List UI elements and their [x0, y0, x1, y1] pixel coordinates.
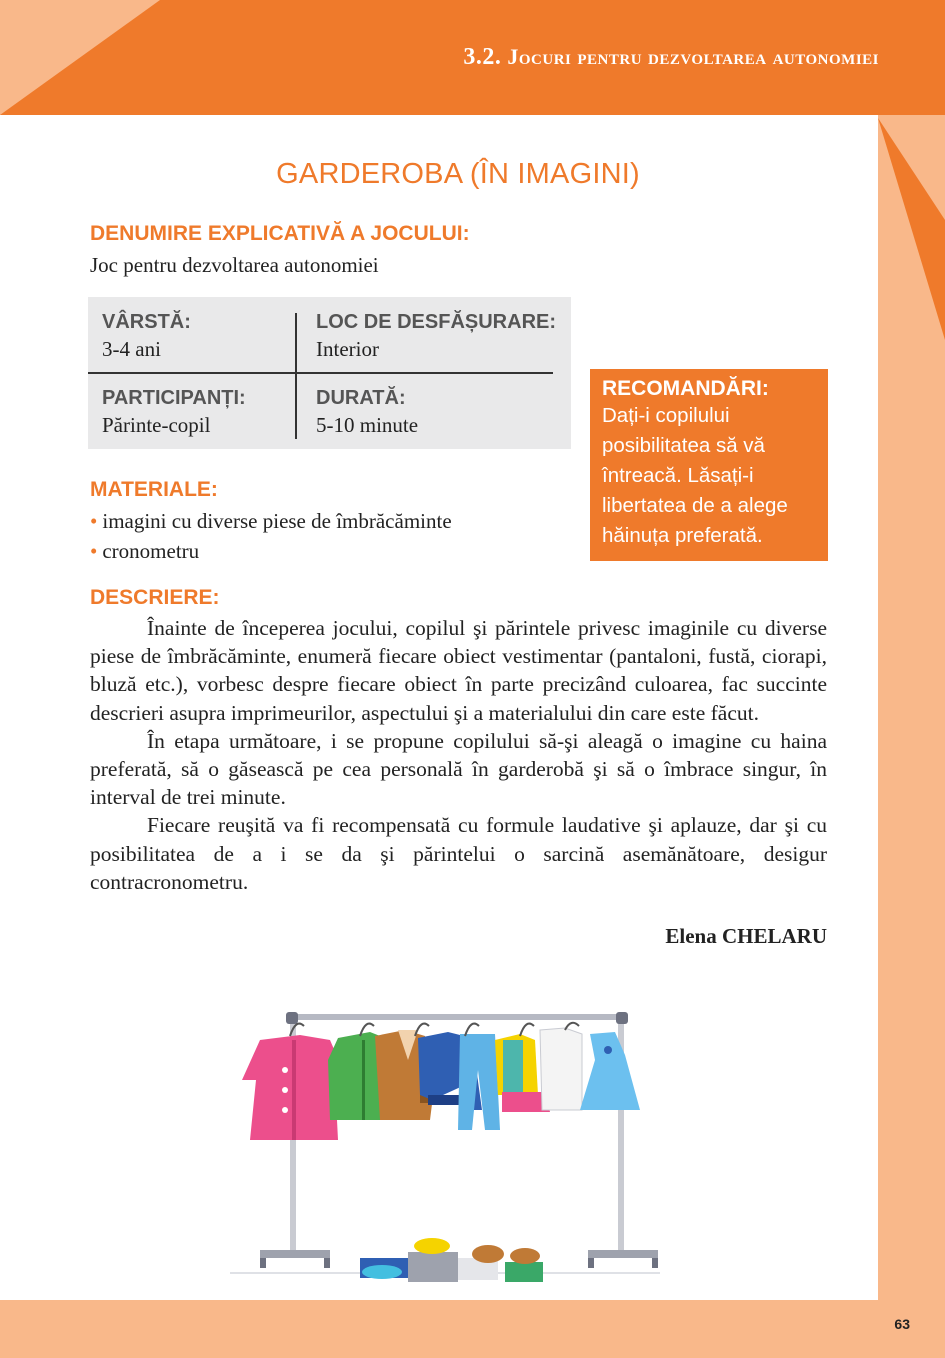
- clothes-rack-icon: [220, 1000, 660, 1300]
- participants-cell: [102, 387, 246, 438]
- recommendations-box: [590, 369, 828, 561]
- materials-list: [90, 506, 452, 566]
- description-paragraph: Fiecare reuşită va fi recompensată cu formule laudative şi aplauze, dar şi cu posibilitatea de a i se da şi părintelui o sarcină asemănătoare, desigur contracronometru.: [90, 813, 827, 894]
- description-heading: DESCRIERE:: [90, 586, 220, 609]
- page-title: GARDEROBA (ÎN IMAGINI): [276, 158, 640, 190]
- location-value: Interior: [316, 337, 379, 361]
- explanatory-name-heading: DENUMIRE EXPLICATIVĂ A JOCULUI:: [90, 222, 470, 245]
- page-number: 63: [894, 1316, 910, 1332]
- author: Elena CHELARU: [665, 924, 827, 948]
- section-title: Jocuri pentru dezvoltarea autonomiei: [507, 44, 879, 69]
- recommendations-title: RECOMANDĂRI:: [602, 377, 769, 400]
- bullet-icon: •: [90, 509, 98, 533]
- list-item: • imagini cu diverse piese de îmbrăcăminte: [90, 509, 452, 533]
- age-cell: [102, 311, 191, 362]
- location-label: LOC DE DESFĂȘURARE:: [316, 311, 557, 333]
- duration-value: 5-10 minute: [316, 413, 419, 437]
- description-paragraph: În etapa următoare, i se propune copilului să-şi aleagă o imagine cu haina preferată, să o găsească pe cea personală în garderobă şi să o îmbrace singur, în interval de trei minute.: [90, 728, 827, 810]
- duration-cell: [316, 387, 418, 438]
- age-label: VÂRSTĂ:: [102, 311, 191, 333]
- table-divider-vertical: [295, 313, 297, 439]
- description-body: [90, 614, 827, 896]
- info-table: [88, 297, 571, 449]
- section-number: 3.2.: [463, 44, 502, 70]
- age-value: 3-4 ani: [102, 337, 161, 361]
- materials-heading: MATERIALE:: [90, 478, 218, 501]
- participants-label: PARTICIPANȚI:: [102, 387, 246, 409]
- table-divider-horizontal: [88, 372, 553, 374]
- location-cell: [316, 311, 556, 362]
- explanatory-name-value: Joc pentru dezvoltarea autonomiei: [90, 253, 379, 277]
- participants-value: Părinte-copil: [102, 413, 211, 437]
- duration-label: DURATĂ:: [316, 387, 406, 409]
- recommendations-text: Dați-i copilului posibilitatea să vă întreacă. Lăsați-i libertatea de a alege hăinuța preferată.: [602, 404, 788, 547]
- bullet-icon: •: [90, 539, 98, 563]
- section-header: [463, 44, 879, 71]
- description-paragraph: Înainte de începerea jocului, copilul şi părintele privesc imaginile cu diverse piese de îmbrăcăminte, enumeră fiecare obiect vestimentar (pantaloni, fustă, ciorapi, bluză etc.), vorbesc despre fiecare obiect în parte precizând culoarea, fac succinte descrieri asupra imprimeurilor, aspectului şi a materialului din care este făcut.: [90, 616, 827, 725]
- list-item: • cronometru: [90, 539, 200, 563]
